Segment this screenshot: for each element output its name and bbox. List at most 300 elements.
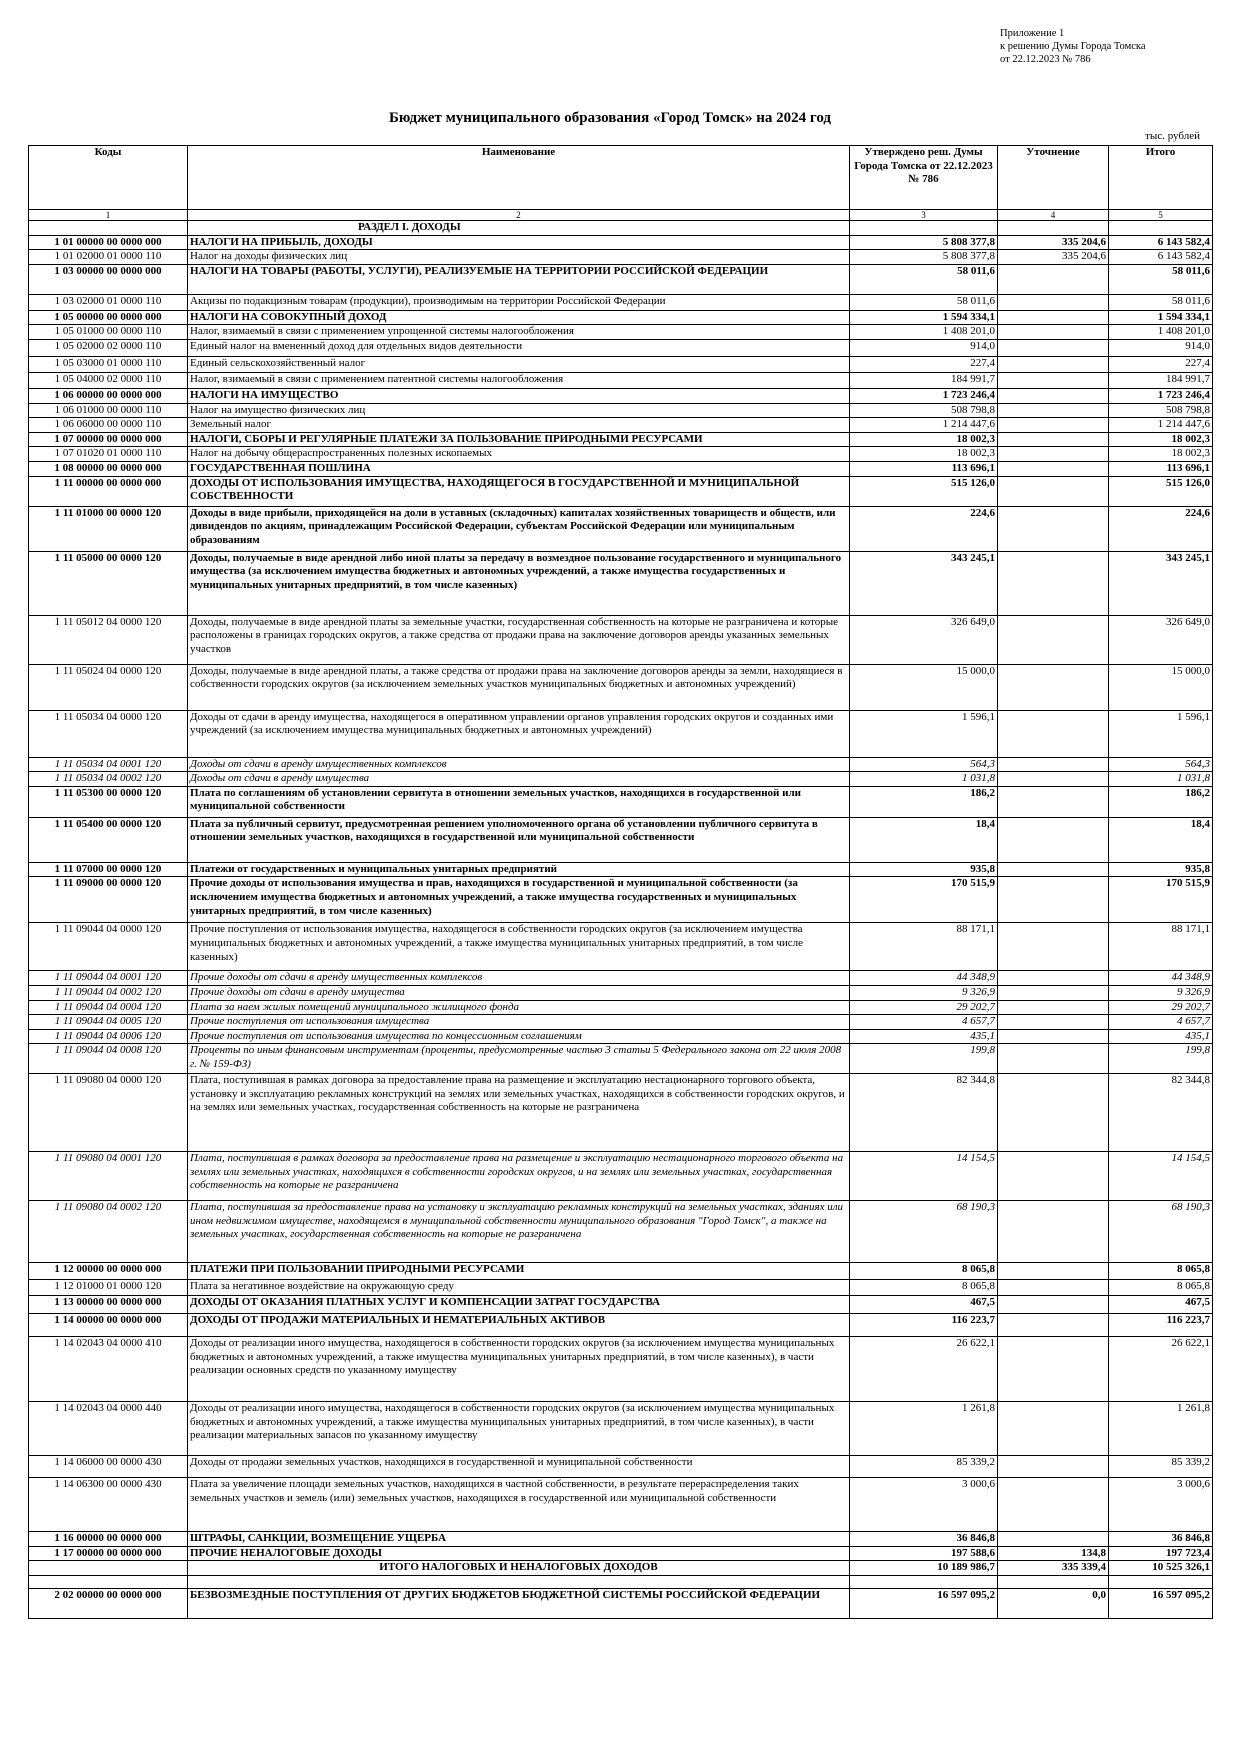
row-approved: 68 190,3 (850, 1201, 998, 1263)
spacer-cell (850, 1576, 998, 1589)
table-row (29, 1152, 1213, 1201)
total-row-change: 335 339,4 (998, 1561, 1109, 1576)
row-total: 14 154,5 (1109, 1152, 1213, 1201)
row-change (998, 1296, 1109, 1314)
row-change (998, 372, 1109, 388)
header-row (29, 146, 1213, 210)
row-change (998, 1000, 1109, 1015)
row-code: 1 11 09044 04 0002 120 (29, 985, 188, 1000)
table-row (29, 447, 1213, 462)
row-code: 1 14 02043 04 0000 440 (29, 1402, 188, 1456)
table-row (29, 310, 1213, 325)
table-row (29, 403, 1213, 418)
table-row (29, 264, 1213, 294)
row-code: 1 11 05400 00 0000 120 (29, 817, 188, 862)
table-row (29, 1532, 1213, 1547)
table-row (29, 476, 1213, 506)
row-name: ПРОЧИЕ НЕНАЛОГОВЫЕ ДОХОДЫ (188, 1546, 850, 1561)
row-total: 36 846,8 (1109, 1532, 1213, 1547)
section-total-cell (1109, 221, 1213, 236)
row-change (998, 551, 1109, 615)
row-total: 68 190,3 (1109, 1201, 1213, 1263)
row-total: 116 223,7 (1109, 1314, 1213, 1337)
row-total: 343 245,1 (1109, 551, 1213, 615)
row-change (998, 1152, 1109, 1201)
table-row (29, 877, 1213, 923)
row-name: Прочие поступления от использования имущества по концессионным соглашениям (188, 1029, 850, 1044)
table-row (29, 615, 1213, 664)
row-change (998, 418, 1109, 433)
row-total: 6 143 582,4 (1109, 235, 1213, 250)
row-total: 1 261,8 (1109, 1402, 1213, 1456)
document-title (0, 110, 1240, 127)
row-total: 1 596,1 (1109, 710, 1213, 757)
row-name: ГОСУДАРСТВЕННАЯ ПОШЛИНА (188, 461, 850, 476)
row-total: 326 649,0 (1109, 615, 1213, 664)
row-code: 1 06 06000 00 0000 110 (29, 418, 188, 433)
row-change (998, 664, 1109, 710)
row-approved: 508 798,8 (850, 403, 998, 418)
row-total: 58 011,6 (1109, 294, 1213, 310)
table-row (29, 1478, 1213, 1532)
row-code: 1 06 01000 00 0000 110 (29, 403, 188, 418)
row-change (998, 877, 1109, 923)
row-code: 1 11 09044 04 0000 120 (29, 923, 188, 971)
row-name: ДОХОДЫ ОТ ПРОДАЖИ МАТЕРИАЛЬНЫХ И НЕМАТЕРИАЛЬНЫХ АКТИВОВ (188, 1314, 850, 1337)
row-total: 3 000,6 (1109, 1478, 1213, 1532)
row-change (998, 447, 1109, 462)
row-approved: 18 002,3 (850, 447, 998, 462)
table-row (29, 388, 1213, 403)
row-total: 186,2 (1109, 786, 1213, 817)
row-code: 1 05 03000 01 0000 110 (29, 356, 188, 372)
row-total: 197 723,4 (1109, 1546, 1213, 1561)
row-approved: 18 002,3 (850, 432, 998, 447)
table-row (29, 817, 1213, 862)
table-row (29, 1337, 1213, 1402)
row-name: Единый сельскохозяйственный налог (188, 356, 850, 372)
header-total: Итого (1109, 146, 1213, 210)
table-row (29, 506, 1213, 551)
row-code: 1 06 00000 00 0000 000 (29, 388, 188, 403)
row-code: 1 03 02000 01 0000 110 (29, 294, 188, 310)
row-total: 1 031,8 (1109, 772, 1213, 787)
row-code: 1 11 05034 04 0002 120 (29, 772, 188, 787)
row-change (998, 971, 1109, 986)
transfers-name: БЕЗВОЗМЕЗДНЫЕ ПОСТУПЛЕНИЯ ОТ ДРУГИХ БЮДЖЕТОВ БЮДЖЕТНОЙ СИСТЕМЫ РОССИЙСКОЙ ФЕДЕРАЦИИ (188, 1589, 850, 1619)
row-approved: 224,6 (850, 506, 998, 551)
row-code: 1 11 09044 04 0005 120 (29, 1015, 188, 1030)
row-change (998, 1478, 1109, 1532)
row-name: ШТРАФЫ, САНКЦИИ, ВОЗМЕЩЕНИЕ УЩЕРБА (188, 1532, 850, 1547)
row-approved: 197 588,6 (850, 1546, 998, 1561)
row-code: 1 14 02043 04 0000 410 (29, 1337, 188, 1402)
transfers-approved: 16 597 095,2 (850, 1589, 998, 1619)
row-name: Налог, взимаемый в связи с применением упрощенной системы налогообложения (188, 325, 850, 340)
table-row (29, 1044, 1213, 1074)
row-approved: 9 326,9 (850, 985, 998, 1000)
row-name: Плата, поступившая в рамках договора за предоставление права на размещение и эксплуатацию нестационарного торгового объекта на землях или земельных участках, находящихся в собственности городских округов, и на землях или земельных участках, государственная собственность на которые не разграничена (188, 1152, 850, 1201)
row-name: Акцизы по подакцизным товарам (продукции), производимым на территории Российской Федерации (188, 294, 850, 310)
row-approved: 29 202,7 (850, 1000, 998, 1015)
row-code: 1 11 09080 04 0000 120 (29, 1074, 188, 1152)
table-row (29, 923, 1213, 971)
row-code: 1 11 05000 00 0000 120 (29, 551, 188, 615)
row-approved: 199,8 (850, 1044, 998, 1074)
row-approved: 3 000,6 (850, 1478, 998, 1532)
row-name: Налог на добычу общераспространенных полезных ископаемых (188, 447, 850, 462)
transfers-total: 16 597 095,2 (1109, 1589, 1213, 1619)
table-row (29, 372, 1213, 388)
row-name: Доходы от сдачи в аренду имущества, находящегося в оперативном управлении органов управления городских округов и созданных ими учреждений (за исключением имущества муниципальных бюджетных и автономных учреждений) (188, 710, 850, 757)
row-code: 1 12 01000 01 0000 120 (29, 1280, 188, 1296)
table-row (29, 772, 1213, 787)
table-row (29, 250, 1213, 265)
row-change (998, 772, 1109, 787)
row-name: Плата, поступившая в рамках договора за предоставление права на размещение и эксплуатацию нестационарного торгового объекта, установку и эксплуатацию рекламных конструкций на землях или земельных участках, находящихся в собственности городских округов, и на землях или земельных участках, государственная собственность на которые не разграничена (188, 1074, 850, 1152)
row-name: Прочие поступления от использования имущества (188, 1015, 850, 1030)
row-approved: 914,0 (850, 339, 998, 356)
document-title-text: Бюджет муниципального образования «Город Томск» на 2024 год (389, 110, 831, 126)
row-name: НАЛОГИ НА ТОВАРЫ (РАБОТЫ, УСЛУГИ), РЕАЛИЗУЕМЫЕ НА ТЕРРИТОРИИ РОССИЙСКОЙ ФЕДЕРАЦИИ (188, 264, 850, 294)
row-code: 1 17 00000 00 0000 000 (29, 1546, 188, 1561)
row-code: 1 11 07000 00 0000 120 (29, 862, 188, 877)
transfers-change: 0,0 (998, 1589, 1109, 1619)
row-name: Прочие поступления от использования имущества, находящегося в собственности городских округов (за исключением имущества муниципальных бюджетных и автономных учреждений, а также имущества муниципальных унитарных предприятий, в том числе казенных) (188, 923, 850, 971)
row-name: Налог на доходы физических лиц (188, 250, 850, 265)
row-name: Проценты по иным финансовым инструментам (проценты, предусмотренные частью 3 статьи 5 Федерального закона от 22 июля 2008 г. № 159-ФЗ) (188, 1044, 850, 1074)
row-approved: 85 339,2 (850, 1456, 998, 1478)
row-total: 8 065,8 (1109, 1263, 1213, 1280)
row-code: 1 07 01020 01 0000 110 (29, 447, 188, 462)
spacer-cell (188, 1576, 850, 1589)
row-change (998, 432, 1109, 447)
table-row (29, 971, 1213, 986)
column-number-row (29, 210, 1213, 221)
row-name: НАЛОГИ НА ИМУЩЕСТВО (188, 388, 850, 403)
row-approved: 564,3 (850, 757, 998, 772)
table-row (29, 461, 1213, 476)
total-row-total: 10 525 326,1 (1109, 1561, 1213, 1576)
table-row (29, 356, 1213, 372)
row-code: 1 11 05012 04 0000 120 (29, 615, 188, 664)
row-change (998, 862, 1109, 877)
row-code: 1 16 00000 00 0000 000 (29, 1532, 188, 1547)
row-change (998, 1314, 1109, 1337)
row-change (998, 1402, 1109, 1456)
row-name: Доходы от сдачи в аренду имущественных комплексов (188, 757, 850, 772)
row-approved: 184 991,7 (850, 372, 998, 388)
row-total: 564,3 (1109, 757, 1213, 772)
table-row (29, 1280, 1213, 1296)
total-row-name: ИТОГО НАЛОГОВЫХ И НЕНАЛОГОВЫХ ДОХОДОВ (188, 1561, 850, 1576)
table-row (29, 1263, 1213, 1280)
row-approved: 170 515,9 (850, 877, 998, 923)
table-row (29, 418, 1213, 433)
table-row (29, 786, 1213, 817)
row-change (998, 1337, 1109, 1402)
table-row (29, 339, 1213, 356)
spacer-cell (998, 1576, 1109, 1589)
row-approved: 82 344,8 (850, 1074, 998, 1152)
row-change (998, 264, 1109, 294)
row-change (998, 1280, 1109, 1296)
row-total: 29 202,7 (1109, 1000, 1213, 1015)
row-total: 227,4 (1109, 356, 1213, 372)
row-name: Земельный налог (188, 418, 850, 433)
row-change (998, 1263, 1109, 1280)
row-total: 15 000,0 (1109, 664, 1213, 710)
transfers-code: 2 02 00000 00 0000 000 (29, 1589, 188, 1619)
row-approved: 15 000,0 (850, 664, 998, 710)
row-total: 1 214 447,6 (1109, 418, 1213, 433)
row-change (998, 325, 1109, 340)
row-code: 1 01 00000 00 0000 000 (29, 235, 188, 250)
row-change (998, 506, 1109, 551)
row-total: 18 002,3 (1109, 432, 1213, 447)
spacer-row (29, 1576, 1213, 1589)
row-total: 467,5 (1109, 1296, 1213, 1314)
table-row (29, 1546, 1213, 1561)
table-row (29, 1402, 1213, 1456)
row-change (998, 710, 1109, 757)
row-total: 914,0 (1109, 339, 1213, 356)
row-name: Единый налог на вмененный доход для отдельных видов деятельности (188, 339, 850, 356)
row-code: 1 12 00000 00 0000 000 (29, 1263, 188, 1280)
row-approved: 227,4 (850, 356, 998, 372)
row-total: 18 002,3 (1109, 447, 1213, 462)
row-code: 1 11 09080 04 0001 120 (29, 1152, 188, 1201)
spacer-cell (1109, 1576, 1213, 1589)
row-name: Доходы в виде прибыли, приходящейся на доли в уставных (складочных) капиталах хозяйственных товариществ и обществ, или дивидендов по акциям, принадлежащим Российской Федерации, субъектам Российской Федерации или муниципальным образованиям (188, 506, 850, 551)
row-total: 88 171,1 (1109, 923, 1213, 971)
section-code-cell (29, 221, 188, 236)
row-approved: 113 696,1 (850, 461, 998, 476)
row-code: 1 05 04000 02 0000 110 (29, 372, 188, 388)
row-change (998, 1015, 1109, 1030)
header-change: Уточнение (998, 146, 1109, 210)
table-row (29, 1456, 1213, 1478)
row-name: Плата по соглашениям об установлении сервитута в отношении земельных участков, находящихся в государственной или муниципальной собственности (188, 786, 850, 817)
units-label: тыс. рублей (1145, 130, 1200, 142)
row-change (998, 1029, 1109, 1044)
row-approved: 5 808 377,8 (850, 235, 998, 250)
section-row (29, 221, 1213, 236)
header-approved: Утверждено реш. Думы Города Томска от 22.12.2023 № 786 (850, 146, 998, 210)
table-row (29, 551, 1213, 615)
row-total: 8 065,8 (1109, 1280, 1213, 1296)
table-row (29, 1029, 1213, 1044)
column-number-1: 1 (29, 210, 188, 221)
row-name: Платежи от государственных и муниципальных унитарных предприятий (188, 862, 850, 877)
row-total: 1 723 246,4 (1109, 388, 1213, 403)
row-name: Налог на имущество физических лиц (188, 403, 850, 418)
row-approved: 8 065,8 (850, 1280, 998, 1296)
row-code: 1 11 09080 04 0002 120 (29, 1201, 188, 1263)
table-row (29, 664, 1213, 710)
row-approved: 1 214 447,6 (850, 418, 998, 433)
row-change (998, 1201, 1109, 1263)
row-code: 1 11 09044 04 0008 120 (29, 1044, 188, 1074)
column-number-3: 3 (850, 210, 998, 221)
row-total: 935,8 (1109, 862, 1213, 877)
row-name: Прочие доходы от использования имущества и прав, находящихся в государственной и муниципальной собственности (за исключением имущества бюджетных и автономных учреждений, а также имущества государственных и муниципальных унитарных предприятий, в том числе казенных) (188, 877, 850, 923)
row-name: Прочие доходы от сдачи в аренду имущества (188, 985, 850, 1000)
total-code-cell (29, 1561, 188, 1576)
row-change (998, 1074, 1109, 1152)
row-name: Доходы, получаемые в виде арендной либо иной платы за передачу в возмездное пользование государственного и муниципального имущества (за исключением имущества бюджетных и автономных учреждений, а также имущества государственных и муниципальных унитарных предприятий, в том числе казенных) (188, 551, 850, 615)
row-change (998, 615, 1109, 664)
row-name: Прочие доходы от сдачи в аренду имущественных комплексов (188, 971, 850, 986)
row-change (998, 1456, 1109, 1478)
row-change (998, 310, 1109, 325)
table-row (29, 710, 1213, 757)
row-name: Плата, поступившая за предоставление права на установку и эксплуатацию рекламных конструкций на земельных участках, зданиях или ином недвижимом имуществе, находящемся в муниципальной собственности муниципального образования "Город Томск", а также на земельных участках, государственная собственность на которые не разграничена (188, 1201, 850, 1263)
row-name: Доходы, получаемые в виде арендной платы за земельные участки, государственная собственность на которые не разграничена и которые расположены в границах городских округов, а также средства от продажи права на заключение договоров аренды указанных земельных участков (188, 615, 850, 664)
row-code: 1 08 00000 00 0000 000 (29, 461, 188, 476)
appendix-line-3: от 22.12.2023 № 786 (1000, 54, 1091, 65)
row-code: 1 11 05034 04 0000 120 (29, 710, 188, 757)
row-approved: 1 596,1 (850, 710, 998, 757)
row-approved: 5 808 377,8 (850, 250, 998, 265)
row-code: 1 05 02000 02 0000 110 (29, 339, 188, 356)
row-name: НАЛОГИ НА ПРИБЫЛЬ, ДОХОДЫ (188, 235, 850, 250)
row-total: 26 622,1 (1109, 1337, 1213, 1402)
row-change: 335 204,6 (998, 235, 1109, 250)
section-change-cell (998, 221, 1109, 236)
table-row (29, 862, 1213, 877)
table-row (29, 1296, 1213, 1314)
appendix-line-2: к решению Думы Города Томска (1000, 41, 1146, 52)
row-change (998, 294, 1109, 310)
table-row (29, 757, 1213, 772)
row-approved: 1 723 246,4 (850, 388, 998, 403)
row-change (998, 786, 1109, 817)
row-approved: 58 011,6 (850, 264, 998, 294)
row-approved: 18,4 (850, 817, 998, 862)
row-approved: 8 065,8 (850, 1263, 998, 1280)
row-approved: 44 348,9 (850, 971, 998, 986)
row-total: 508 798,8 (1109, 403, 1213, 418)
row-name: Плата за увеличение площади земельных участков, находящихся в частной собственности, в результате перераспределения таких земельных участков и земель (или) земельных участков, находящихся в государственной или муниципальной собственности (188, 1478, 850, 1532)
header-code: Коды (29, 146, 188, 210)
row-approved: 26 622,1 (850, 1337, 998, 1402)
row-total: 224,6 (1109, 506, 1213, 551)
row-change: 134,8 (998, 1546, 1109, 1561)
section-approved-cell (850, 221, 998, 236)
row-approved: 1 031,8 (850, 772, 998, 787)
budget-table (28, 145, 1213, 1619)
row-code: 1 01 02000 01 0000 110 (29, 250, 188, 265)
table-row (29, 294, 1213, 310)
row-code: 1 13 00000 00 0000 000 (29, 1296, 188, 1314)
row-change (998, 476, 1109, 506)
row-code: 1 14 06300 00 0000 430 (29, 1478, 188, 1532)
row-code: 1 14 00000 00 0000 000 (29, 1314, 188, 1337)
appendix-line-1: Приложение 1 (1000, 28, 1065, 39)
table-row (29, 432, 1213, 447)
appendix-note (1000, 27, 1146, 66)
row-change (998, 339, 1109, 356)
row-code: 1 11 01000 00 0000 120 (29, 506, 188, 551)
row-approved: 4 657,7 (850, 1015, 998, 1030)
row-change (998, 923, 1109, 971)
transfers-row (29, 1589, 1213, 1619)
table-row (29, 1201, 1213, 1263)
row-change (998, 388, 1109, 403)
row-name: Плата за наем жилых помещений муниципального жилищного фонда (188, 1000, 850, 1015)
table-row (29, 985, 1213, 1000)
row-code: 1 11 09044 04 0004 120 (29, 1000, 188, 1015)
total-row-approved: 10 189 986,7 (850, 1561, 998, 1576)
row-total: 199,8 (1109, 1044, 1213, 1074)
row-approved: 435,1 (850, 1029, 998, 1044)
spacer-cell (29, 1576, 188, 1589)
row-name: ДОХОДЫ ОТ ИСПОЛЬЗОВАНИЯ ИМУЩЕСТВА, НАХОДЯЩЕГОСЯ В ГОСУДАРСТВЕННОЙ И МУНИЦИПАЛЬНОЙ СОБСТВЕННОСТИ (188, 476, 850, 506)
row-name: НАЛОГИ НА СОВОКУПНЫЙ ДОХОД (188, 310, 850, 325)
row-name: Плата за негативное воздействие на окружающую среду (188, 1280, 850, 1296)
table-row (29, 325, 1213, 340)
column-number-4: 4 (998, 210, 1109, 221)
row-total: 1 408 201,0 (1109, 325, 1213, 340)
row-code: 1 11 05300 00 0000 120 (29, 786, 188, 817)
row-code: 1 11 09044 04 0006 120 (29, 1029, 188, 1044)
row-name: Доходы от реализации иного имущества, находящегося в собственности городских округов (за исключением имущества муниципальных бюджетных и автономных учреждений, а также имущества муниципальных унитарных предприятий, в том числе казенных), в части реализации основных средств по указанному имуществу (188, 1337, 850, 1402)
row-total: 82 344,8 (1109, 1074, 1213, 1152)
row-change (998, 356, 1109, 372)
row-name: Плата за публичный сервитут, предусмотренная решением уполномоченного органа об установлении публичного сервитута в отношении земельных участков, находящихся в государственной или муниципальной собственности (188, 817, 850, 862)
row-approved: 1 261,8 (850, 1402, 998, 1456)
row-total: 9 326,9 (1109, 985, 1213, 1000)
row-name: ПЛАТЕЖИ ПРИ ПОЛЬЗОВАНИИ ПРИРОДНЫМИ РЕСУРСАМИ (188, 1263, 850, 1280)
section-title: РАЗДЕЛ I. ДОХОДЫ (188, 221, 850, 236)
row-code: 1 11 05034 04 0001 120 (29, 757, 188, 772)
column-number-2: 2 (188, 210, 850, 221)
row-code: 1 11 05024 04 0000 120 (29, 664, 188, 710)
row-approved: 36 846,8 (850, 1532, 998, 1547)
row-total: 58 011,6 (1109, 264, 1213, 294)
row-approved: 343 245,1 (850, 551, 998, 615)
row-approved: 88 171,1 (850, 923, 998, 971)
row-change: 335 204,6 (998, 250, 1109, 265)
row-change (998, 985, 1109, 1000)
row-total: 44 348,9 (1109, 971, 1213, 986)
row-name: Доходы, получаемые в виде арендной платы, а также средства от продажи права на заключение договоров аренды за земли, находящиеся в собственности городских округов (за исключением земельных участков муниципальных бюджетных и автономных учреждений) (188, 664, 850, 710)
row-approved: 186,2 (850, 786, 998, 817)
row-approved: 1 408 201,0 (850, 325, 998, 340)
row-total: 6 143 582,4 (1109, 250, 1213, 265)
row-name: ДОХОДЫ ОТ ОКАЗАНИЯ ПЛАТНЫХ УСЛУГ И КОМПЕНСАЦИИ ЗАТРАТ ГОСУДАРСТВА (188, 1296, 850, 1314)
row-code: 1 14 06000 00 0000 430 (29, 1456, 188, 1478)
row-total: 435,1 (1109, 1029, 1213, 1044)
row-change (998, 1532, 1109, 1547)
header-name: Наименование (188, 146, 850, 210)
row-approved: 935,8 (850, 862, 998, 877)
row-code: 1 03 00000 00 0000 000 (29, 264, 188, 294)
row-code: 1 05 01000 00 0000 110 (29, 325, 188, 340)
row-change (998, 757, 1109, 772)
row-total: 85 339,2 (1109, 1456, 1213, 1478)
row-name: Доходы от реализации иного имущества, находящегося в собственности городских округов (за исключением имущества муниципальных бюджетных и автономных учреждений, а также имущества муниципальных унитарных предприятий, в том числе казенных), в части реализации материальных запасов по указанному имуществу (188, 1402, 850, 1456)
row-code: 1 11 00000 00 0000 000 (29, 476, 188, 506)
row-approved: 58 011,6 (850, 294, 998, 310)
row-name: Доходы от продажи земельных участков, находящихся в государственной и муниципальной собственности (188, 1456, 850, 1478)
row-code: 1 11 09044 04 0001 120 (29, 971, 188, 986)
row-change (998, 817, 1109, 862)
row-code: 1 07 00000 00 0000 000 (29, 432, 188, 447)
table-row (29, 1000, 1213, 1015)
row-total: 515 126,0 (1109, 476, 1213, 506)
